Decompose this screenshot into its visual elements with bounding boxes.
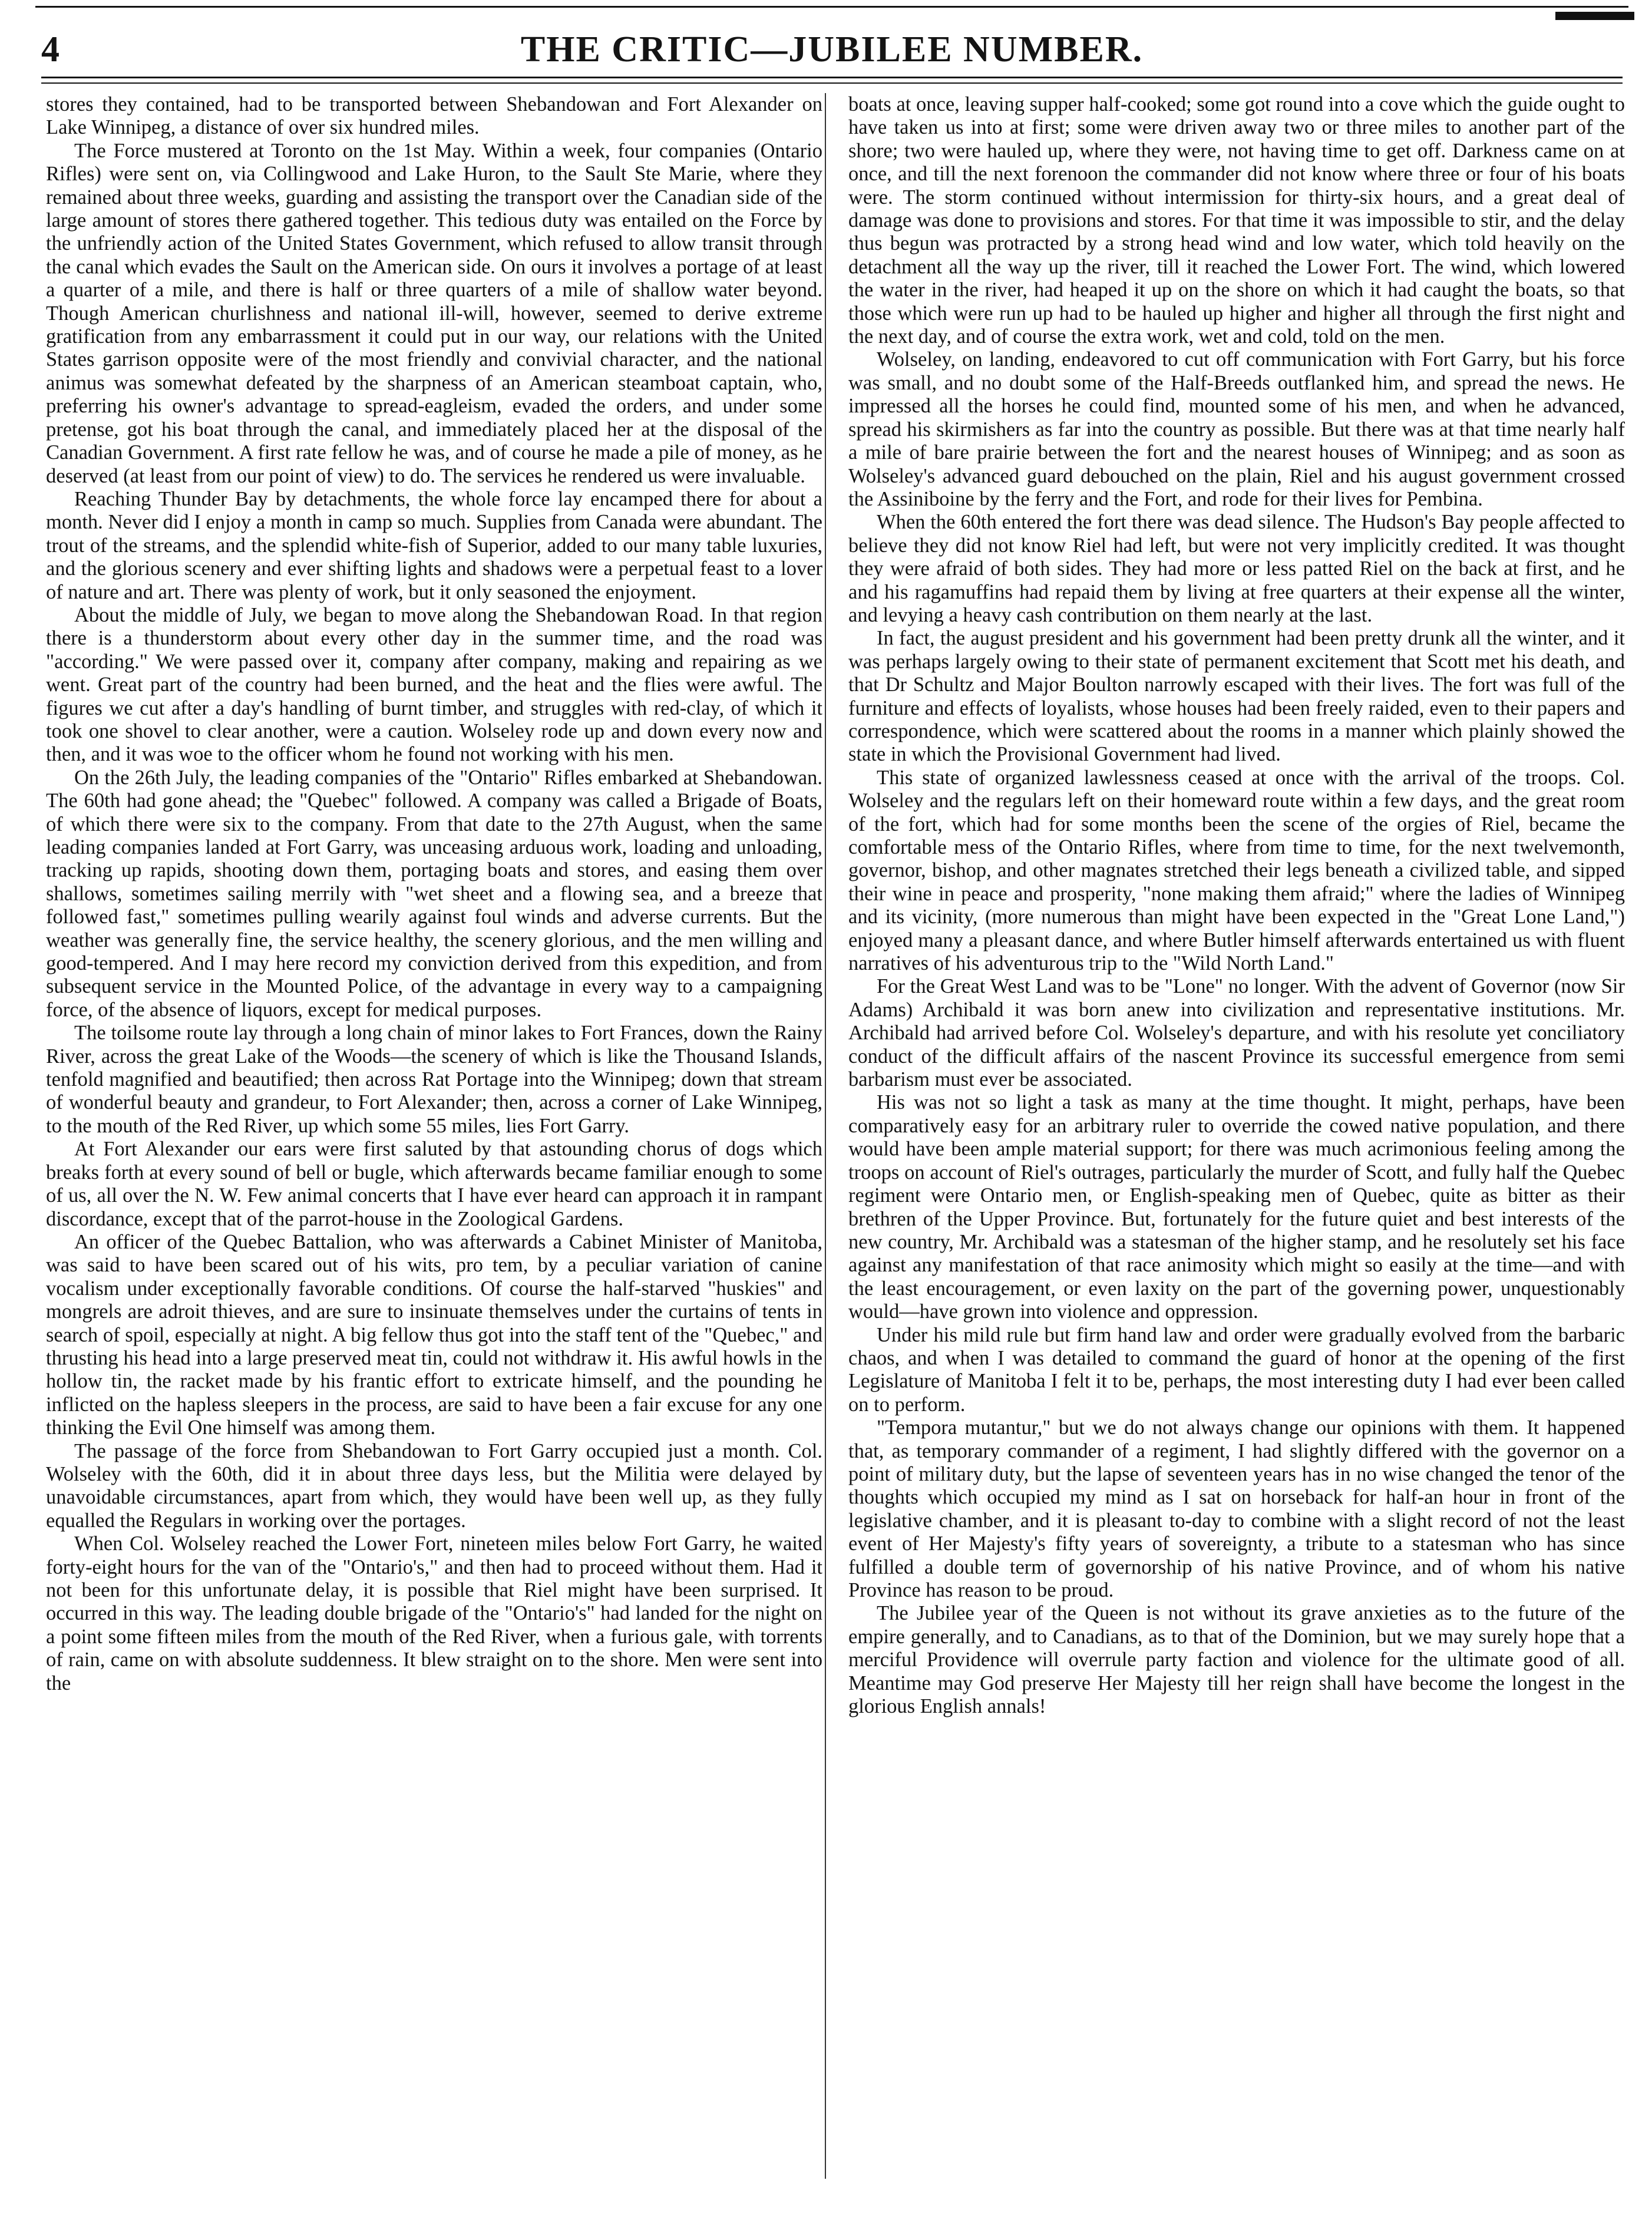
page-number: 4: [41, 29, 60, 70]
paragraph: An officer of the Quebec Battalion, who was afterwards a Cabinet Minister of Manitoba, was said to have been scared out of his wits, pro tem, by a peculiar variation of canine vocalism under exceptionally favorable conditions. Of course the half-starved "huskies" and mongrels are adroit thieves, and are sure to insinuate themselves under the curtains of tents in search of spoil, especially at night. A big fellow thus got into the staff tent of the "Quebec," and thrusting his head into a large preserved meat tin, could not withdraw it. His awful howls in the hollow tin, the racket made by his frantic effort to extricate himself, and the pounding he inflicted on the hapless sleepers in the process, are said to have been a fair excuse for any one thinking the Evil One himself was among them.: [46, 1230, 822, 1439]
paragraph: In fact, the august president and his government had been pretty drunk all the winter, and it was perhaps largely owing to their state of permanent excitement that Scott met his death, and that Dr Schultz and Major Boulton narrowly escaped with their lives. The fort was full of the furniture and effects of loyalists, whose houses had been freely raided, even to their papers and correspondence, which were scattered about the rooms in a manner which plainly showed the state in which the Provisional Government had lived.: [848, 627, 1625, 766]
paragraph: stores they contained, had to be transported between Shebandowan and Fort Alexander on Lake Winnipeg, a distance of over six hundred miles.: [46, 93, 822, 139]
paragraph: For the Great West Land was to be "Lone" no longer. With the advent of Governor (now Sir Adams) Archibald it was born anew into civilization and representative institutions. Mr. Archibald had arrived before Col. Wolseley's departure, and with his resolute yet conciliatory conduct of the difficult affairs of the nascent Province its successful emergence from semi barbarism must ever be associated.: [848, 975, 1625, 1091]
paragraph: The Jubilee year of the Queen is not without its grave anxieties as to the future of the empire generally, and to Canadians, as to that of the Dominion, but we may surely hope that a merciful Providence will overrule party faction and violence for the ultimate good of all. Meantime may God preserve Her Majesty till her reign shall have become the longest in the glorious English annals!: [848, 1602, 1625, 1718]
top-border-rule: [35, 6, 1628, 8]
paragraph: This state of organized lawlessness ceased at once with the arrival of the troops. Col. Wolseley and the regulars left on their homeward route within a few days, and the great room of the fort, which had for some months been the scene of the orgies of Riel, became the comfortable mess of the Ontario Rifles, where from time to time, for the next twelvemonth, governor, bishop, and other magnates stretched their legs beneath a civilized table, and sipped their wine in peace and prosperity, "none making them afraid;" where the ladies of Winnipeg and its vicinity, (more numerous than might have been expected in the "Great Lone Land,") enjoyed many a pleasant dance, and where Butler himself afterwards entertained us with fluent narratives of his adventurous trip to the "Wild North Land.": [848, 766, 1625, 975]
header-rule-thin: [41, 82, 1623, 84]
header-rule: [41, 77, 1623, 78]
paragraph: On the 26th July, the leading companies of the "Ontario" Rifles embarked at Shebandowan. The 60th had gone ahead; the "Quebec" followed. A company was called a Brigade of Boats, of which there were six to the company. From that date to the 27th August, when the same leading companies landed at Fort Garry, was unceasing arduous work, loading and unloading, tracking up rapids, shooting down them, portaging boats and stores, and easing them over shallows, sometimes sailing merrily with "wet sheet and a flowing sea, and a breeze that followed fast," sometimes pulling wearily against foul winds and adverse currents. But the weather was generally fine, the service healthy, the scenery glorious, and the men willing and good-tempered. And I may here record my conviction derived from this expedition, and from subsequent service in the Mounted Police, of the advantage in every way to a campaigning force, of the absence of liquors, except for medical purposes.: [46, 766, 822, 1021]
paragraph: When the 60th entered the fort there was dead silence. The Hudson's Bay people affected to believe they did not know Riel had left, but were not very implicitly credited. It was thought they were afraid of both sides. They had more or less patted Riel on the back at first, and he and his ragamuffins had repaid them by living at free quarters at their expense all the winter, and levying a heavy cash contribution on them nearly at the last.: [848, 511, 1625, 626]
right-column: [848, 93, 1625, 2179]
paragraph: His was not so light a task as many at the time thought. It might, perhaps, have been comparatively easy for an arbitrary ruler to override the cowed native population, and there would have been ample material support; for there was much acrimonious feeling among the troops on account of Riel's outrages, particularly the murder of Scott, and fully half the Quebec regiment were Ontario men, or English-speaking men of Quebec, quite as bitter as their brethren of the Upper Province. But, fortunately for the future quiet and best interests of the new country, Mr. Archibald was a statesman of the higher stamp, and he resolutely set his face against any manifestation of that race animosity which might so easily at the time—and with the least encouragement, or even laxity on the part of the governing power, unquestionably would—have grown into violence and oppression.: [848, 1091, 1625, 1323]
paragraph: "Tempora mutantur," but we do not always change our opinions with them. It happened that, as temporary commander of a regiment, I had slightly differed with the governor on a point of military duty, but the lapse of seventeen years has in no wise changed the tenor of the thoughts which occupied my mind as I sat on horseback for half-an hour in front of the legislative chamber, and it is pleasant to-day to combine with a slight record of not the least event of Her Majesty's fifty years of sovereignty, a tribute to a statesman who has since fulfilled a double term of governorship of his native Province, and of whom his native Province has reason to be proud.: [848, 1416, 1625, 1601]
paragraph: Wolseley, on landing, endeavored to cut off communication with Fort Garry, but his force was small, and no doubt some of the Half-Breeds outflanked him, and spread the news. He impressed all the horses he could find, mounted some of his men, and when he advanced, spread his skirmishers as far into the country as possible. But there was at that time nearly half a mile of bare prairie between the fort and the nearest houses of Winnipeg; and as soon as Wolseley's advanced guard debouched on the plain, Riel and his august government crossed the Assiniboine by the ferry and the Fort, and rode for their lives for Pembina.: [848, 348, 1625, 510]
paragraph: At Fort Alexander our ears were first saluted by that astounding chorus of dogs which breaks forth at every sound of bell or bugle, which afterwards became familiar enough to some of us, all over the N. W. Few animal concerts that I have ever heard can approach it in rampant discordance, except that of the parrot-house in the Zoological Gardens.: [46, 1138, 822, 1230]
paragraph: The Force mustered at Toronto on the 1st May. Within a week, four companies (Ontario Rifles) were sent on, via Collingwood and Lake Huron, to the Sault Ste Marie, where they remained about three weeks, guarding and assisting the transport over the Canadian side of the large amount of stores there gathered together. This tedious duty was entailed on the Force by the unfriendly action of the United States Government, which refused to allow transit through the canal which evades the Sault on the American side. On ours it involves a portage of at least a quarter of a mile, and there is half or three quarters of a mile of shallow water beyond. Though American churlishness and national ill-will, however, seemed to derive extreme gratification from any embarrassment it could put in our way, our relations with the United States garrison opposite were of the most friendly and convivial character, and the national animus was somewhat defeated by the sharpness of an American steamboat captain, who, preferring his owner's advantage to spread-eagleism, evaded the orders, and under some pretense, got his boat through the canal, and immediately placed her at the disposal of the Canadian Government. A first rate fellow he was, and of course he made a pile of money, as he deserved (at least from our point of view) to do. The services he rendered us were invaluable.: [46, 139, 822, 487]
masthead-title: THE CRITIC—JUBILEE NUMBER.: [520, 29, 1144, 70]
paragraph: The passage of the force from Shebandowan to Fort Garry occupied just a month. Col. Wolseley with the 60th, did it in about three days less, but the Militia were delayed by unavoidable circumstances, apart from which, they would have been well up, as they fully equalled the Regulars in working over the portages.: [46, 1439, 822, 1532]
paragraph: The toilsome route lay through a long chain of minor lakes to Fort Frances, down the Rainy River, across the great Lake of the Woods—the scenery of which is like the Thousand Islands, tenfold magnified and beautified; then across Rat Portage into the Winnipeg; down that stream of wonderful beauty and grandeur, to Fort Alexander; then, across a corner of Lake Winnipeg, to the mouth of the Red River, up which some 55 miles, lies Fort Garry.: [46, 1022, 822, 1137]
top-corner-mark: [1555, 12, 1634, 20]
article-body: [46, 93, 1625, 2179]
paragraph: Under his mild rule but firm hand law and order were gradually evolved from the barbaric chaos, and when I was detailed to command the guard of honor at the opening of the first Legislature of Manitoba I felt it to be, perhaps, the most interesting duty I had ever been called on to perform.: [848, 1323, 1625, 1416]
paragraph: Reaching Thunder Bay by detachments, the whole force lay encamped there for about a month. Never did I enjoy a month in camp so much. Supplies from Canada were abundant. The trout of the streams, and the splendid white-fish of Superior, added to our many table luxuries, and the glorious scenery and ever shifting lights and shadows were a perpetual feast to a lover of nature and art. There was plenty of work, but it only seasoned the enjoyment.: [46, 487, 822, 603]
left-column: [46, 93, 822, 2179]
paragraph: About the middle of July, we began to move along the Shebandowan Road. In that region there is a thunderstorm about every other day in the summer time, and the road was "according." We were passed over it, company after company, making and repairing as we went. Great part of the country had been burned, and the heat and the flies were awful. The figures we cut after a day's handling of burnt timber, and struggles with red-clay, of which it took one shovel to clear another, were a caution. Wolseley rode up and down every now and then, and it was woe to the officer whom he found not working with his men.: [46, 603, 822, 766]
column-divider: [825, 93, 826, 2179]
paragraph: boats at once, leaving supper half-cooked; some got round into a cove which the guide ought to have taken us into at first; some were driven away two or three miles to another part of the shore; two were hauled up, where they were, not having time to get off. Darkness came on at once, and till the next forenoon the commander did not know where three or four of his boats were. The storm continued without intermission for thirty-six hours, and a great deal of damage was done to provisions and stores. For that time it was impossible to stir, and the delay thus begun was protracted by a strong head wind and low water, which told heavily on the detachment all the way up the river, till it reached the Lower Fort. The wind, which lowered the water in the river, had heaped it up on the shore on which it had caught the boats, so that those which were run up had to be hauled up higher and higher all through the first night and the next day, and of course the extra work, wet and cold, told on the men.: [848, 93, 1625, 348]
page-header: [41, 26, 1623, 73]
paragraph: When Col. Wolseley reached the Lower Fort, nineteen miles below Fort Garry, he waited forty-eight hours for the van of the "Ontario's," and then had to proceed without them. Had it not been for this unfortunate delay, it is possible that Riel might have been surprised. It occurred in this way. The leading double brigade of the "Ontario's" had landed for the night on a point some fifteen miles from the mouth of the Red River, when a furious gale, with torrents of rain, came on with absolute suddenness. It blew straight on to the shore. Men were sent into the: [46, 1532, 822, 1694]
